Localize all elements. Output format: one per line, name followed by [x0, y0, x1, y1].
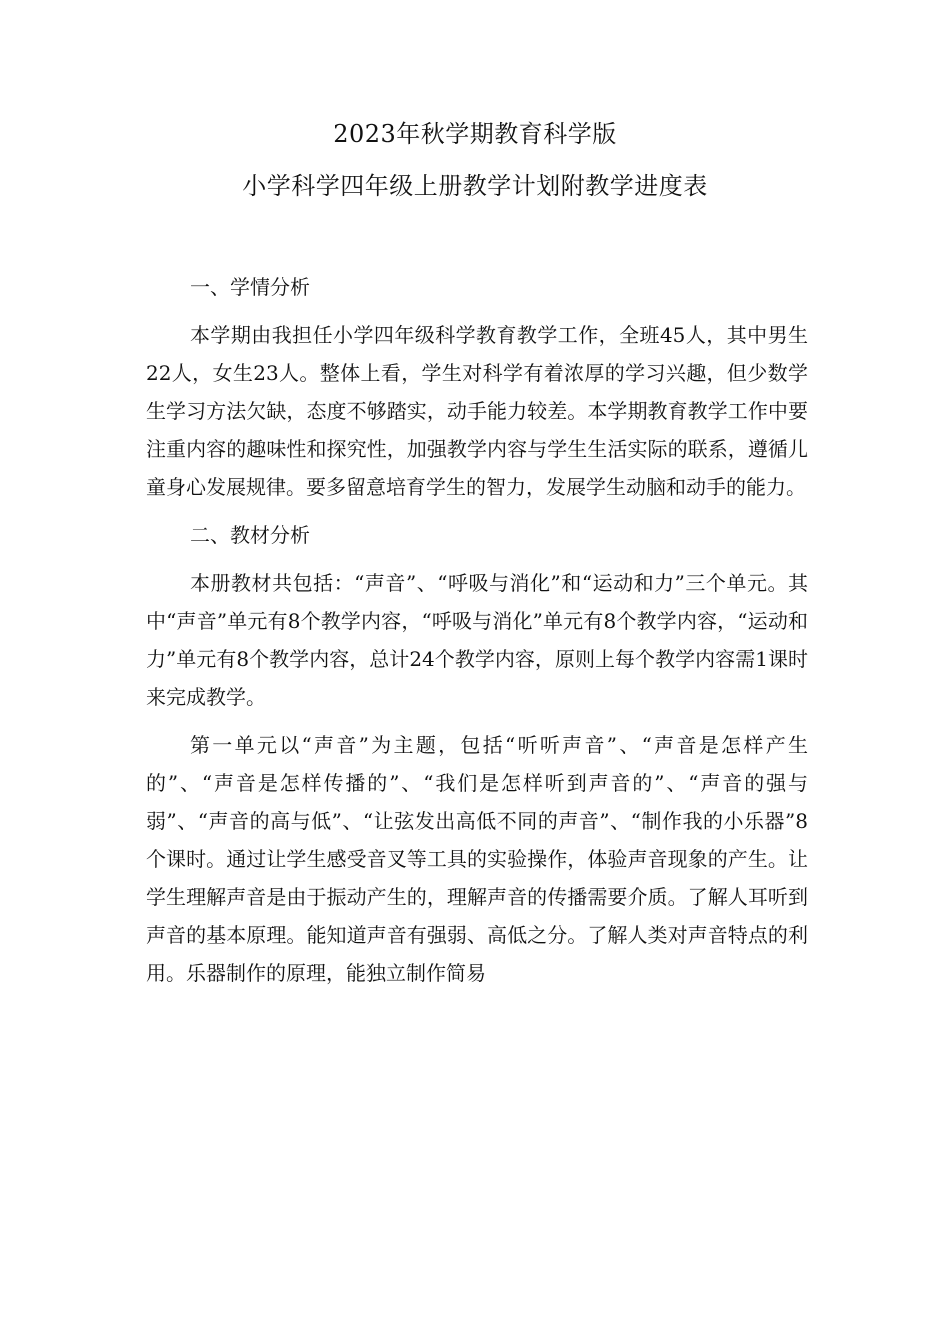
paragraph-textbook-overview: 本册教材共包括：“声音”、“呼吸与消化”和“运动和力”三个单元。其中“声音”单元有8个教学内容，“呼吸与消化”单元有8个教学内容，“运动和力”单元有8个教学内容，总计24个教学内容，原则上每个教学内容需1课时来完成教学。 — [146, 571, 808, 709]
section-heading-textbook-analysis: 二、教材分析 — [190, 523, 310, 547]
paragraph-learning-analysis: 本学期由我担任小学四年级科学教育教学工作，全班45人，其中男生22人，女生23人。整体上看，学生对科学有着浓厚的学习兴趣，但少数学生学习方法欠缺，态度不够踏实，动手能力较差。本学期教育教学工作中要注重内容的趣味性和探究性，加强教学内容与学生生活实际的联系，遵循儿童身心发展规律。要多留意培育学生的智力，发展学生动脑和动手的能力。 — [146, 323, 808, 499]
document-body — [146, 268, 808, 1002]
paragraph-unit-one: 第一单元以“声音”为主题，包括“听听声音”、“声音是怎样产生的”、“声音是怎样传播的”、“我们是怎样听到声音的”、“声音的强与弱”、“声音的高与低”、“让弦发出高低不同的声音”、“制作我的小乐器”8个课时。通过让学生感受音叉等工具的实验操作，体验声音现象的产生。让学生理解声音是由于振动产生的，理解声音的传播需要介质。了解人耳听到声音的基本原理。能知道声音有强弱、高低之分。了解人类对声音特点的利用。乐器制作的原理，能独立制作简易 — [146, 733, 808, 985]
document-title-line-2: 小学科学四年级上册教学计划附教学进度表 — [242, 172, 708, 200]
document-title-line-1: 2023年秋学期教育科学版 — [333, 120, 617, 148]
section-heading-learning-analysis: 一、学情分析 — [190, 275, 310, 299]
